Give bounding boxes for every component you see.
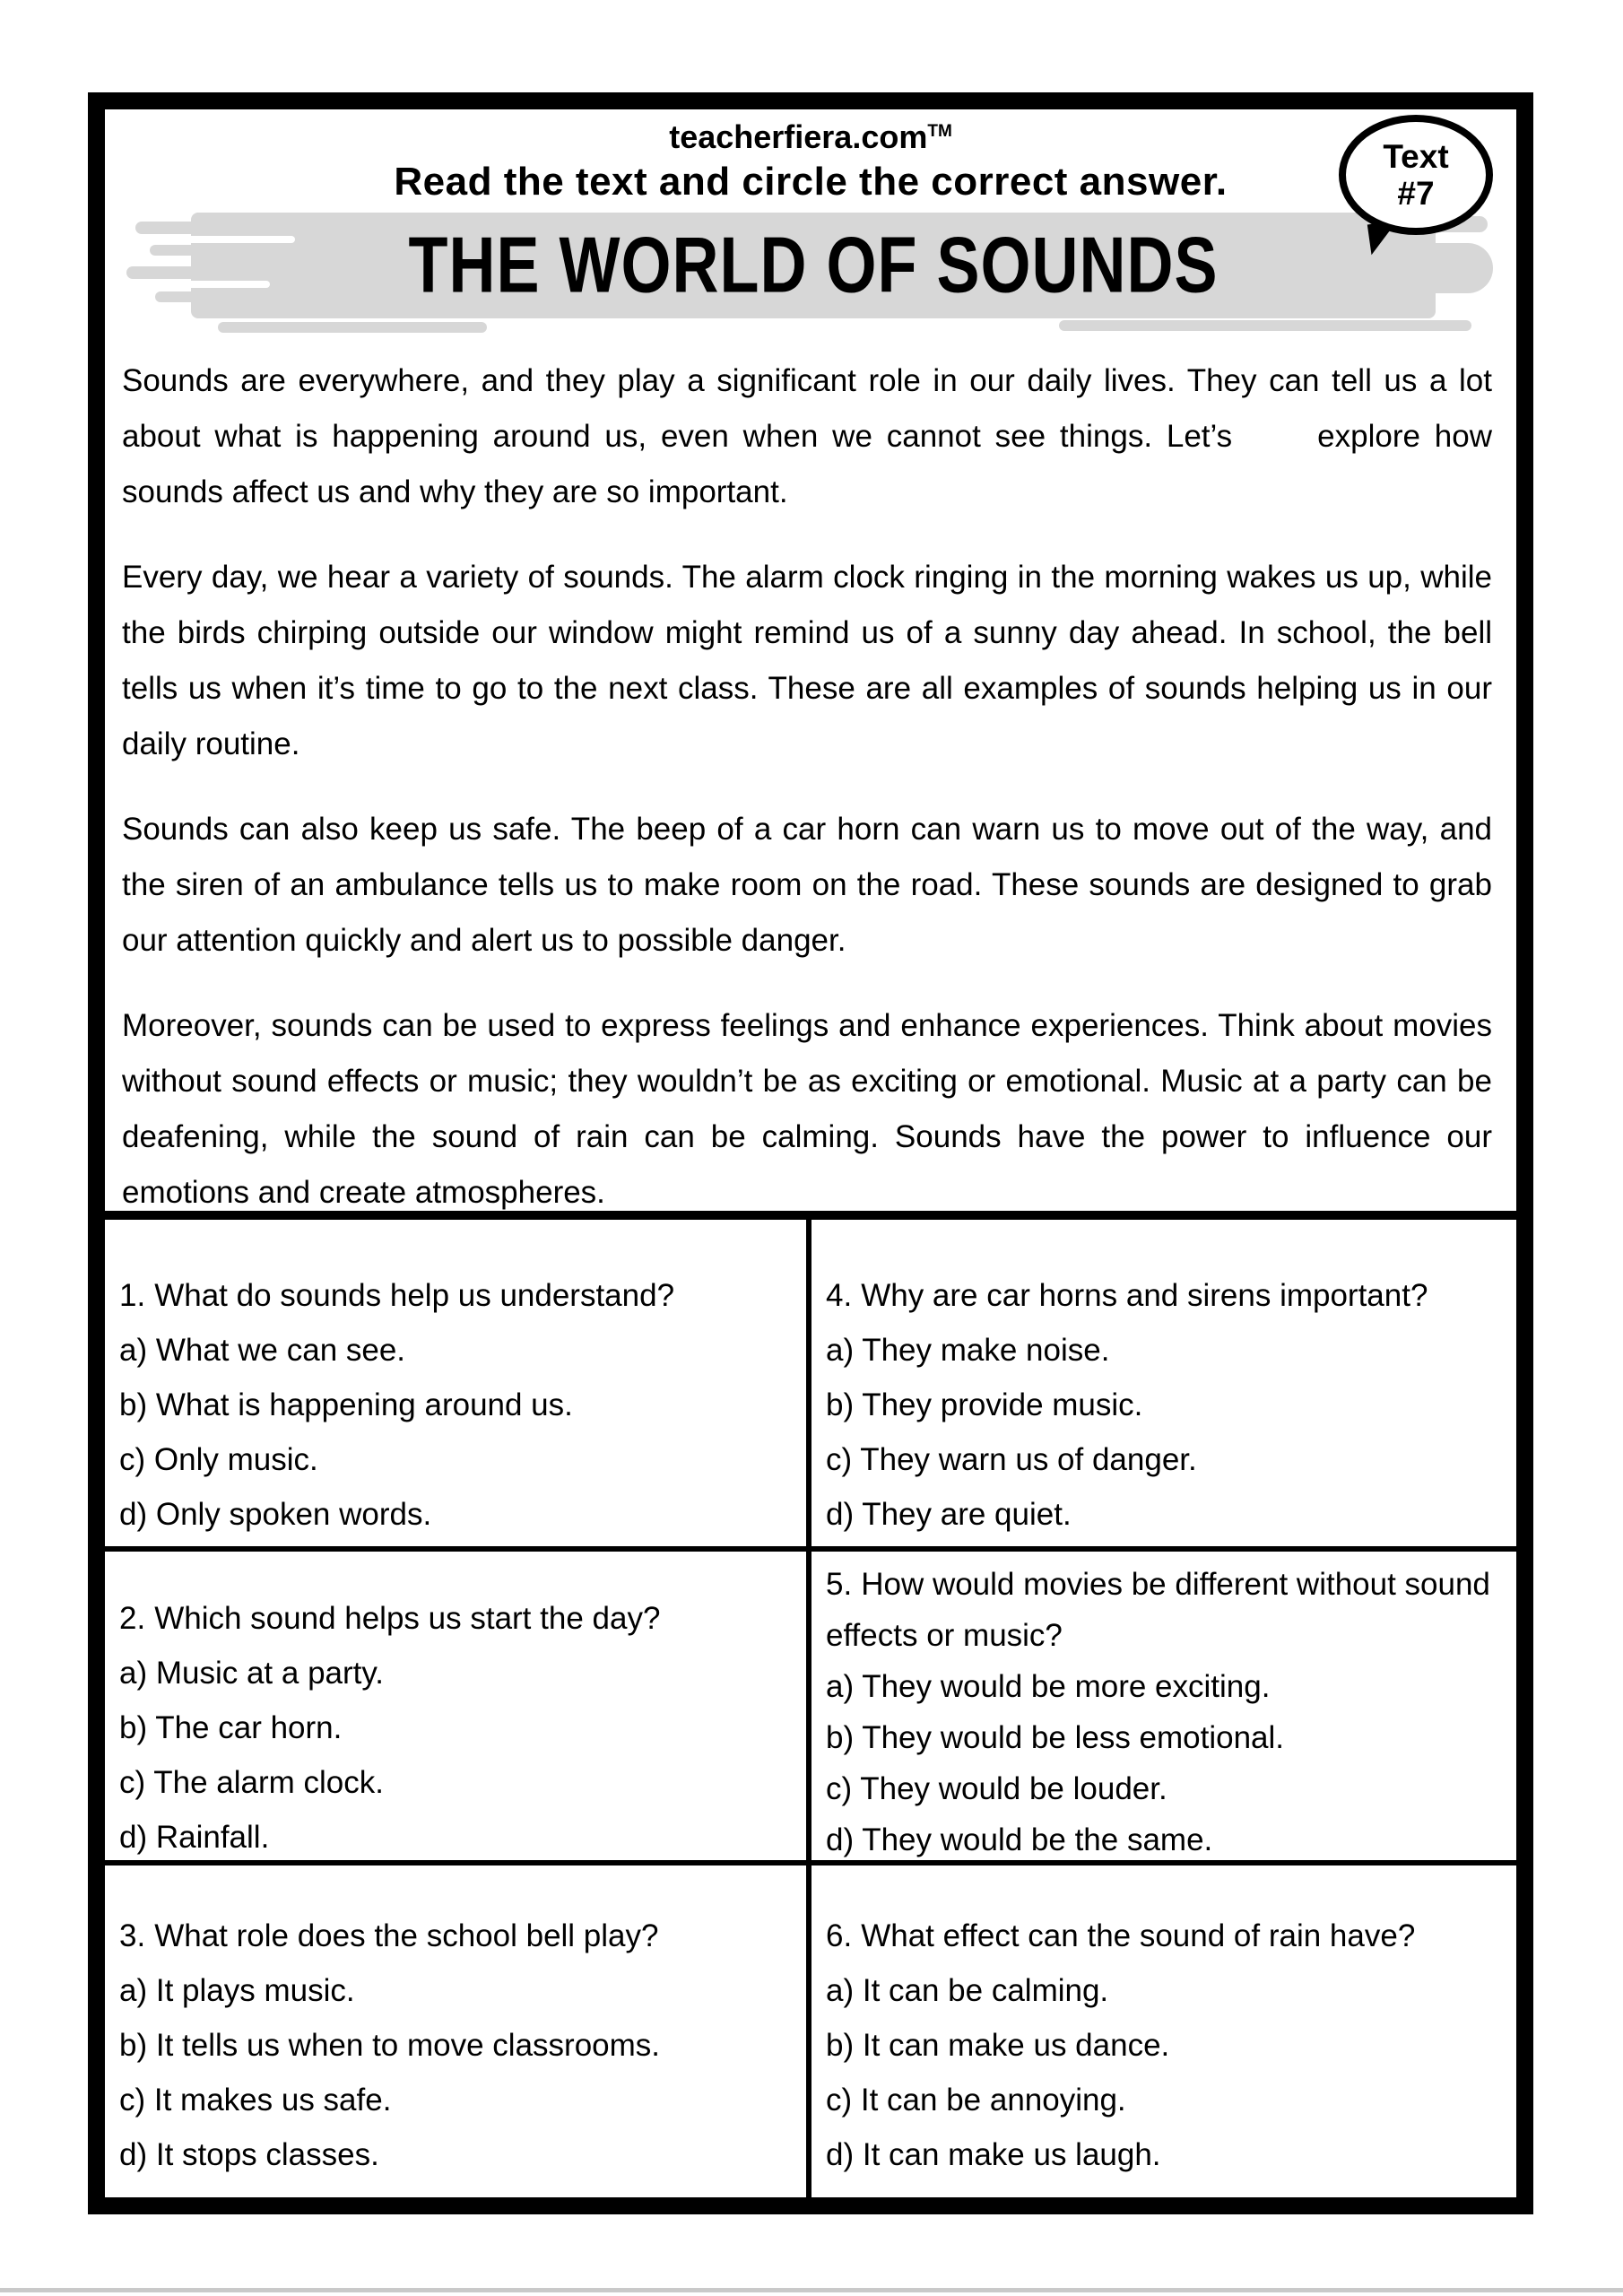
question-cell-4 [812, 1220, 1516, 1552]
question-text: Why are car horns and sirens important? [861, 1278, 1428, 1313]
option-line[interactable]: d) Only spoken words. [119, 1497, 432, 1532]
questions-table [105, 1211, 1516, 2197]
question-5 [826, 1559, 1500, 1661]
question-cell-2 [105, 1552, 812, 1866]
question-4 [826, 1268, 1500, 1323]
title-highlight [191, 213, 1436, 318]
badge-label: Text [1383, 138, 1449, 175]
instruction-text: Read the text and circle the correct answer. [394, 160, 1228, 204]
brand-text [105, 109, 1516, 156]
question-3 [119, 1909, 790, 1963]
passage-paragraph-1: Sounds are everywhere, and they play a significant role in our daily lives. They can tell us a lot about what is happening around us, even when we cannot see things. Let’s explore how sounds affect us and why they are so important. [122, 363, 1501, 509]
passage-paragraph-2: Every day, we hear a variety of sounds. The alarm clock ringing in the morning wakes us up, while the birds chirping outside our window might remind us of a sunny day ahead. In school, the bell tells us when it’s time to go to the next class. These are all examples of sounds helping us in our daily routine. [122, 560, 1501, 761]
text-number-badge [1339, 115, 1493, 235]
passage-paragraph-4: Moreover, sounds can be used to express feelings and enhance experiences. Think about movies without sound effects or music; they wouldn’t be as exciting or emotional. Music at a party can be deafening, while the sound of rain can be calming. Sounds have the power to influence our emotions and create atmospheres. [122, 1008, 1501, 1210]
option-line[interactable]: c) The alarm clock. [119, 1765, 384, 1800]
question-text: How would movies be different without sound effects or music? [826, 1567, 1490, 1653]
option-line[interactable]: b) What is happening around us. [119, 1387, 573, 1422]
option-line[interactable]: a) What we can see. [119, 1333, 406, 1368]
option-line[interactable]: b) They would be less emotional. [826, 1720, 1285, 1755]
page-title: THE WORLD OF SOUNDS [408, 222, 1219, 309]
question-number: 5. [826, 1567, 853, 1602]
question-text: What effect can the sound of rain have? [861, 1918, 1416, 1953]
option-line[interactable]: a) Music at a party. [119, 1656, 385, 1691]
question-cell-1 [105, 1220, 812, 1552]
reading-passage [122, 353, 1501, 1250]
question-text: What role does the school bell play? [154, 1918, 659, 1953]
brush-streak [218, 322, 487, 333]
question-text: What do sounds help us understand? [154, 1278, 675, 1313]
option-line[interactable]: d) It stops classes. [119, 2137, 379, 2172]
question-number: 3. [119, 1918, 146, 1953]
option-line[interactable]: d) Rainfall. [119, 1820, 270, 1855]
question-cell-5 [812, 1552, 1516, 1866]
question-number: 6. [826, 1918, 853, 1953]
option-line[interactable]: a) It can be calming. [826, 1973, 1109, 2008]
brush-streak [1059, 320, 1471, 331]
option-line[interactable]: b) It tells us when to move classrooms. [119, 2028, 660, 2063]
option-line[interactable]: d) They would be the same. [826, 1822, 1213, 1857]
trademark-symbol: TM [927, 122, 952, 141]
page-frame [88, 92, 1533, 2214]
question-number: 2. [119, 1601, 146, 1636]
option-line[interactable]: a) They make noise. [826, 1333, 1110, 1368]
option-line[interactable]: b) The car horn. [119, 1710, 343, 1745]
question-1 [119, 1268, 790, 1323]
question-number: 4. [826, 1278, 853, 1313]
question-text: Which sound helps us start the day? [154, 1601, 661, 1636]
option-line[interactable]: a) They would be more exciting. [826, 1669, 1271, 1704]
option-line[interactable]: a) It plays music. [119, 1973, 355, 2008]
option-line[interactable]: b) It can make us dance. [826, 2028, 1170, 2063]
option-line[interactable]: c) It can be annoying. [826, 2083, 1126, 2118]
option-line[interactable]: d) It can make us laugh. [826, 2137, 1161, 2172]
option-line[interactable]: c) It makes us safe. [119, 2083, 392, 2118]
option-line[interactable]: c) Only music. [119, 1442, 318, 1477]
option-line[interactable]: b) They provide music. [826, 1387, 1143, 1422]
badge-number: #7 [1397, 175, 1435, 212]
speech-bubble-icon [1339, 115, 1493, 235]
passage-paragraph-3: Sounds can also keep us safe. The beep of a car horn can warn us to move out of the way, and the siren of an ambulance tells us to make room on the road. These sounds are designed to grab our attention quickly and alert us to possible danger. [122, 812, 1501, 958]
page-edge-line [0, 2288, 1623, 2292]
question-cell-6 [812, 1866, 1516, 2197]
brand-name: teacherfiera.com [669, 118, 928, 155]
question-2 [119, 1591, 790, 1646]
option-line[interactable]: c) They warn us of danger. [826, 1442, 1197, 1477]
question-number: 1. [119, 1278, 146, 1313]
question-6 [826, 1909, 1500, 1963]
option-line[interactable]: d) They are quiet. [826, 1497, 1072, 1532]
question-cell-3 [105, 1866, 812, 2197]
option-line[interactable]: c) They would be louder. [826, 1771, 1167, 1806]
